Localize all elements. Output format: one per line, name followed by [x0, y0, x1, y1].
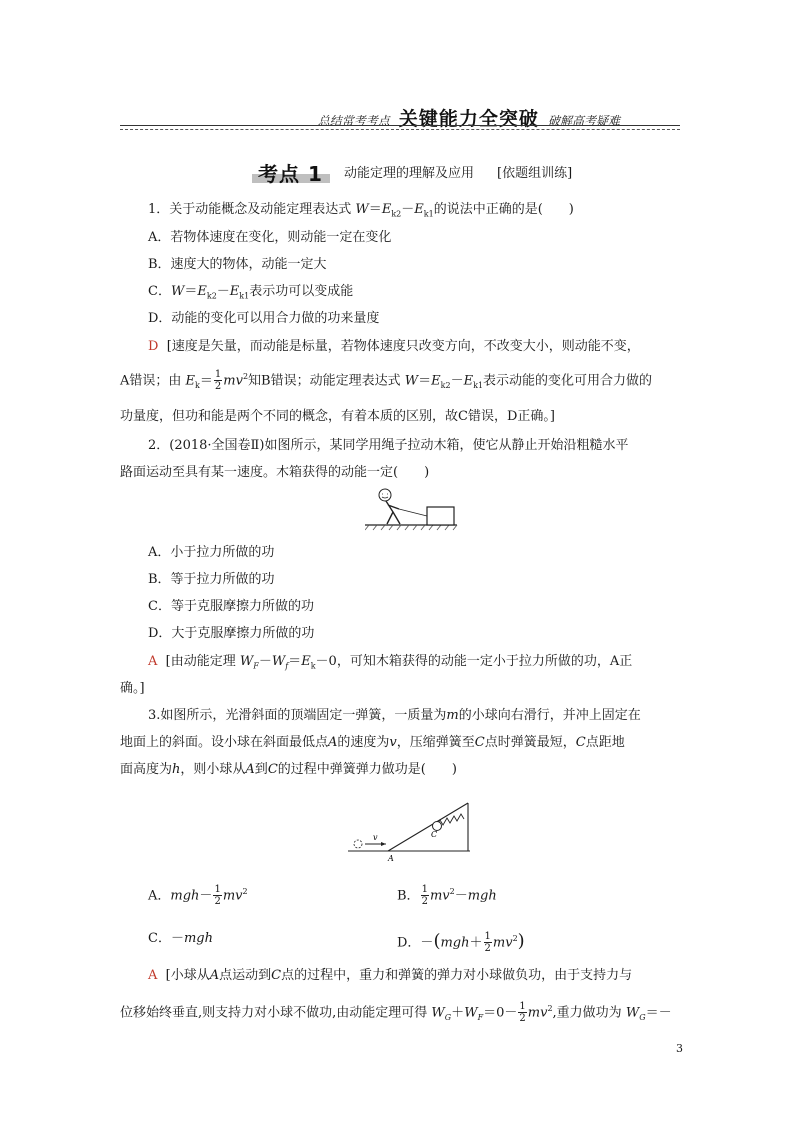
- q1-option-c-eq: ＝: [184, 284, 198, 299]
- q3-opt-a-mv: mv: [222, 888, 243, 904]
- q3-opt-a-sq: 2: [242, 887, 248, 896]
- q1-option-c-text: 表示功可以变成能: [249, 284, 354, 299]
- q1-formula-w: W: [355, 202, 369, 217]
- q3-label-A: A: [388, 854, 394, 863]
- q1-answer: D: [148, 339, 159, 354]
- q1-exp2-text-b: 知B错误；动能定理表达式: [248, 373, 401, 389]
- q1-stem-tail: 的说法中正确的是( ): [433, 202, 574, 217]
- q3-stem2-C2: C: [575, 735, 586, 750]
- q3-stem3-d: 的过程中弹簧弹力做功是( ): [277, 762, 457, 777]
- q1-stem-text: 1．关于动能概念及动能定理表达式: [148, 202, 352, 217]
- q3-exp2-mv: mv: [527, 1005, 548, 1021]
- q3-stem-3: [120, 761, 457, 778]
- q1-option-d: D．动能的变化可以用合力做的功来量度: [148, 311, 380, 326]
- q3-opt-d-rparen: ): [517, 930, 525, 952]
- q3-opt-a-num: 1: [214, 884, 221, 896]
- q2-exp-minus: －: [258, 654, 272, 669]
- q3-exp2-g: G: [444, 1012, 452, 1022]
- q3-option-b: [397, 883, 497, 907]
- q1-exp2-k1: k1: [473, 380, 484, 390]
- q1-option-c-w: W: [170, 284, 185, 299]
- q1-option-c-e: E: [197, 284, 207, 299]
- section-title: 动能定理的理解及应用: [344, 166, 475, 181]
- header-right-small: 破解高考疑难: [547, 114, 620, 128]
- q1-formula-eq: ＝: [368, 202, 382, 217]
- q1-option-a: A．若物体速度在变化，则动能一定在变化: [148, 230, 392, 245]
- q3-stem2-d: 点时弹簧最短，: [484, 735, 576, 750]
- q3-opt-d-num: 1: [484, 931, 491, 943]
- q2-ground-hatch: [365, 525, 457, 530]
- q3-stem3-b: ，则小球从: [180, 762, 246, 777]
- q2-person-body: [386, 501, 400, 524]
- q3-opt-b-mv: mv: [429, 888, 450, 904]
- q3-opt-d-lparen: (: [433, 930, 441, 952]
- q1-formula-sub1: k1: [423, 209, 434, 219]
- section-tag: [依题组训练]: [497, 166, 573, 181]
- q1-exp2-mv: mv: [223, 373, 243, 389]
- q2-exp-e: E: [301, 654, 311, 669]
- q3-stem2-C: C: [474, 735, 485, 750]
- q2-exp-sub-k: k: [310, 661, 316, 671]
- q3-opt-a-mgh: mgh: [170, 888, 200, 904]
- q3-opt-d-sq: 2: [512, 934, 518, 943]
- q2-exp-eq: ＝: [288, 654, 302, 669]
- q3-stem2-e: 点距地: [585, 735, 625, 750]
- q1-exp2-weq: ＝: [418, 373, 432, 389]
- q3-exp2-g2: G: [639, 1012, 646, 1022]
- q1-option-c-sub: k2: [206, 291, 217, 301]
- q1-explanation-1: [148, 338, 640, 355]
- q3-ball-start: [354, 840, 362, 848]
- q3-stem1-m: m: [446, 708, 459, 723]
- q3-exp1-c: 点的过程中，重力和弹簧的弹力对小球做负功，由于支持力与: [281, 968, 633, 983]
- q2-exp-w: W: [239, 654, 254, 669]
- q3-opt-b-mgh: mgh: [467, 888, 497, 904]
- q3-stem3-A: A: [245, 762, 255, 777]
- q1-exp2-text-c: 表示动能的变化可用合力做的: [483, 373, 653, 389]
- q1-exp2-e2: E: [431, 373, 441, 389]
- q3-exp2-f: F: [477, 1012, 484, 1022]
- q1-stem: [148, 201, 574, 223]
- q1-formula-e1: E: [414, 202, 424, 217]
- q1-exp2-eq: ＝: [199, 373, 213, 389]
- q3-stem3-a: 面高度为: [120, 762, 173, 777]
- q2-answer: A: [148, 654, 158, 669]
- q3-opt-a-pre: A．: [148, 888, 171, 904]
- header-title: 关键能力全突破: [398, 108, 539, 130]
- header-rule: [120, 125, 680, 126]
- q3-opt-a-den: 2: [214, 896, 221, 908]
- q3-stem3-h: h: [172, 762, 181, 777]
- q3-opt-b-sq: 2: [449, 887, 455, 896]
- q2-exp-sub-f2: f: [285, 661, 289, 671]
- q3-arrowhead: [381, 842, 386, 846]
- q3-exp2-den: 2: [519, 1013, 526, 1025]
- header-left-small: 总结常考考点: [317, 114, 390, 128]
- q3-option-a: [148, 883, 248, 907]
- q3-exp2-w: W: [431, 1005, 445, 1021]
- q3-exp2-end: ＝－: [645, 1005, 672, 1021]
- q3-stem2-v: v: [389, 735, 397, 750]
- q1-formula-sub: k2: [391, 209, 402, 219]
- q3-stem2-c: ，压缩弹簧至: [396, 735, 475, 750]
- q3-stem3-C: C: [267, 762, 278, 777]
- q1-exp2-k2: k2: [440, 380, 451, 390]
- q2-exp-tail: －0，可知木箱获得的动能一定小于拉力所做的功，A正: [315, 654, 633, 669]
- q2-person-head: [379, 489, 391, 501]
- q3-exp2-plus: ＋: [451, 1005, 465, 1021]
- q3-opt-d-den: 2: [484, 943, 491, 955]
- q3-stem-2: [120, 734, 625, 751]
- q3-option-d: [397, 930, 525, 954]
- page-header: [120, 100, 680, 130]
- q1-exp2-num: 1: [214, 369, 222, 381]
- header-text: [318, 104, 620, 131]
- q1-exp2-sub: k: [195, 380, 200, 390]
- q1-explanation-3: 功量度，但功和能是两个不同的概念，有着本质的区别，故C错误，D正确。]: [120, 409, 555, 424]
- q3-exp1-C: C: [271, 968, 282, 983]
- q3-explanation-2: [120, 1000, 672, 1026]
- q3-exp2-num: 1: [519, 1001, 526, 1013]
- q3-exp2-sq: 2: [547, 1004, 553, 1013]
- q3-stem2-a: 地面上的斜面。设小球在斜面最低点: [120, 735, 329, 750]
- q3-opt-d-plus: ＋: [469, 935, 483, 951]
- q1-explanation-2: [120, 368, 652, 394]
- q1-exp2-minus: －: [450, 373, 464, 389]
- q1-exp2-e: E: [185, 373, 196, 389]
- header-rule-dashed: [120, 129, 680, 130]
- q3-incline: [388, 803, 468, 851]
- q2-exp-text: [由动能定理: [165, 654, 236, 669]
- q2-exp-w2: W: [271, 654, 286, 669]
- q1-option-c-e1: E: [229, 284, 240, 299]
- q3-opt-a-minus: －: [199, 888, 213, 904]
- q2-option-d: D．大于克服摩擦力所做的功: [148, 626, 315, 641]
- q2-stem-2: 路面运动至具有某一速度。木箱获得的动能一定( ): [120, 465, 430, 480]
- q1-option-c: [148, 283, 353, 305]
- q3-stem3-c: 到: [254, 762, 268, 777]
- q3-opt-d-fraction: [484, 931, 492, 954]
- q3-opt-b-fraction: [421, 884, 429, 907]
- q3-stem-1: [148, 707, 641, 724]
- q2-option-b: B．等于拉力所做的功: [148, 572, 275, 587]
- q1-option-c-prefix: C．: [148, 284, 171, 299]
- q3-exp1-b: 点运动到: [219, 968, 272, 983]
- q3-figure-incline-spring: [348, 795, 473, 863]
- q3-exp1-A: A: [209, 968, 220, 983]
- q3-exp2-b: ,重力做功为: [552, 1005, 622, 1021]
- q3-opt-d-mgh: mgh: [440, 935, 470, 951]
- q3-opt-c-mgh: mgh: [183, 931, 213, 946]
- q3-option-c: [148, 930, 213, 947]
- q2-option-c: C．等于克服摩擦力所做的功: [148, 599, 314, 614]
- q3-opt-b-den: 2: [421, 896, 428, 908]
- q3-stem1-b: 的小球向右滑行，并冲上固定在: [458, 708, 641, 723]
- q1-exp2-sq: 2: [242, 372, 249, 381]
- q3-opt-d-mv: mv: [492, 935, 513, 951]
- q3-answer: A: [148, 968, 158, 983]
- q1-exp2-e1: E: [463, 373, 474, 389]
- q3-exp2-wf: W: [464, 1005, 478, 1021]
- q3-stem2-b: 的速度为: [337, 735, 390, 750]
- q3-exp2-eq: ＝0－: [483, 1005, 518, 1021]
- q3-exp2-w2: W: [625, 1005, 640, 1021]
- q3-exp1-a: [小球从: [165, 968, 210, 983]
- q2-box: [427, 507, 454, 525]
- q3-opt-b-num: 1: [421, 884, 428, 896]
- section-heading: [252, 158, 612, 186]
- q2-option-a: A．小于拉力所做的功: [148, 545, 275, 560]
- q2-figure-person-pulling-box: [365, 488, 460, 532]
- q3-exp2-fraction: [518, 1001, 526, 1024]
- q1-formula-minus: －: [401, 202, 415, 217]
- q2-exp-sub-f: F: [253, 661, 259, 671]
- q3-exp2-a: 位移始终垂直,则支持力对小球不做功,由动能定理可得: [120, 1005, 428, 1021]
- q1-exp2-fraction: [214, 369, 222, 392]
- q2-explanation-2: 确。]: [120, 681, 145, 696]
- q2-explanation-1: [148, 653, 632, 675]
- q3-stem1-a: 3.如图所示，光滑斜面的顶端固定一弹簧，一质量为: [148, 708, 447, 723]
- q2-stem-1: 2．(2018·全国卷Ⅱ)如图所示，某同学用绳子拉动木箱，使它从静止开始沿粗糙水平: [148, 438, 629, 453]
- q2-rope: [399, 509, 427, 516]
- q3-opt-a-fraction: [213, 884, 221, 907]
- page-number: 3: [676, 1042, 683, 1055]
- q3-opt-d-pre: D．－: [397, 935, 434, 951]
- q1-explanation-text: [速度是矢量，而动能是标量，若物体速度只改变方向，不改变大小，则动能不变，: [166, 339, 640, 354]
- q1-exp2-w: W: [404, 373, 419, 389]
- q3-explanation-1: [148, 967, 632, 984]
- q1-option-c-sub1: k1: [239, 291, 250, 301]
- section-label: 考点 1: [258, 162, 323, 186]
- section-label-box: [252, 158, 330, 184]
- q3-label-v: v: [373, 833, 378, 842]
- q1-option-b: B．速度大的物体，动能一定大: [148, 257, 327, 272]
- q3-opt-b-minus: －: [454, 888, 468, 904]
- q1-formula-e: E: [381, 202, 392, 217]
- q3-opt-b-pre: B．: [397, 888, 420, 904]
- q3-opt-c-pre: C．－: [148, 931, 184, 946]
- q3-label-C: C: [431, 830, 438, 839]
- q1-exp2-text: A错误；由: [120, 373, 182, 389]
- q1-option-c-minus: －: [216, 284, 230, 299]
- q1-exp2-den: 2: [214, 381, 222, 393]
- q3-stem2-A: A: [328, 735, 338, 750]
